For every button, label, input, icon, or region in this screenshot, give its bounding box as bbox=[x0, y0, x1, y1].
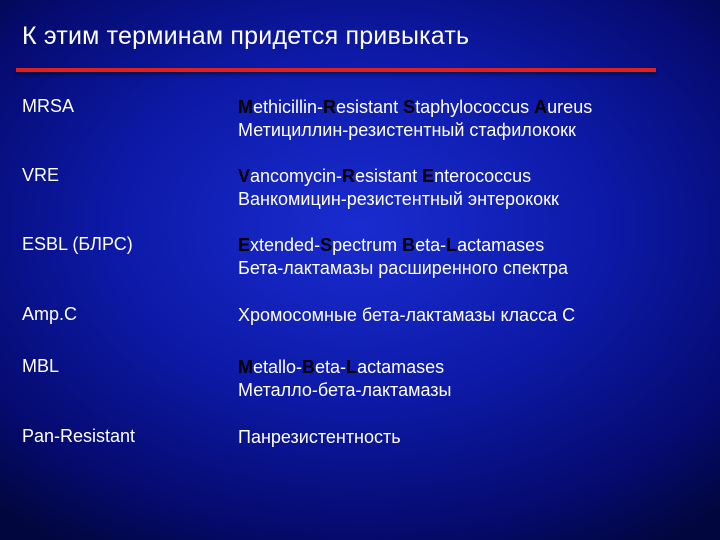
term-label: MRSA bbox=[22, 96, 75, 116]
acronym-letter: M bbox=[238, 357, 253, 377]
acronym-letter: R bbox=[342, 166, 356, 186]
term-label: MBL bbox=[22, 356, 60, 376]
description-line-ru: Метициллин-резистентный стафилококк bbox=[238, 120, 576, 140]
description-text: taphylococcus bbox=[415, 97, 535, 117]
description-line-ru: Ванкомицин-резистентный энтерококк bbox=[238, 189, 559, 209]
description-text: pectrum bbox=[332, 235, 403, 255]
description-text: tended- bbox=[259, 235, 321, 255]
acronym-letter: R bbox=[323, 97, 337, 117]
description-line-en bbox=[238, 165, 559, 188]
term-label: ESBL (БЛРС) bbox=[22, 234, 133, 254]
title-underline bbox=[16, 68, 656, 72]
description-line-en bbox=[238, 234, 568, 257]
description-line-ru bbox=[238, 426, 401, 449]
term-description bbox=[238, 234, 568, 280]
acronym-letter: E bbox=[422, 166, 435, 186]
acronym-letter: V bbox=[238, 166, 251, 186]
acronym-letter: L bbox=[346, 357, 358, 377]
acronym-letter: B bbox=[402, 235, 416, 255]
description-text: eta- bbox=[415, 235, 447, 255]
description-text: ethicillin- bbox=[253, 97, 324, 117]
description-line-en bbox=[238, 96, 592, 119]
description-text: eta- bbox=[315, 357, 347, 377]
description-text: actamases bbox=[457, 235, 545, 255]
acronym-letter: M bbox=[238, 97, 253, 117]
description-text: Панрезистентность bbox=[238, 427, 401, 447]
acronym-letter: B bbox=[302, 357, 316, 377]
description-text: ancomycin- bbox=[250, 166, 343, 186]
term-description bbox=[238, 165, 559, 211]
term-label: VRE bbox=[22, 165, 60, 185]
description-line-ru: Бета-лактамазы расширенного спектра bbox=[238, 258, 569, 278]
slide-title: К этим терминам придется привыкать bbox=[22, 22, 470, 50]
description-text: etallo- bbox=[253, 357, 303, 377]
term-label: Amp.C bbox=[22, 304, 78, 324]
term-label: Pan-Resistant bbox=[22, 426, 136, 446]
term-description bbox=[238, 356, 451, 402]
description-line-en bbox=[238, 356, 451, 379]
description-text: Хромосомные бета-лактамазы класса С bbox=[238, 305, 576, 325]
description-line-ru: Металло-бета-лактамазы bbox=[238, 380, 452, 400]
term-description bbox=[238, 304, 575, 327]
term-description bbox=[238, 96, 592, 142]
description-text: actamases bbox=[357, 357, 445, 377]
description-text: esistant bbox=[355, 166, 423, 186]
acronym-letter: A bbox=[534, 97, 548, 117]
acronym-letter: S bbox=[403, 97, 416, 117]
description-text: esistant bbox=[336, 97, 404, 117]
acronym-letter: L bbox=[446, 235, 458, 255]
description-text: x bbox=[250, 235, 260, 255]
term-description bbox=[238, 426, 401, 449]
acronym-letter: S bbox=[320, 235, 333, 255]
acronym-letter: E bbox=[238, 235, 251, 255]
description-text: ureus bbox=[547, 97, 593, 117]
description-line-ru bbox=[238, 304, 575, 327]
description-text: nterococcus bbox=[434, 166, 532, 186]
